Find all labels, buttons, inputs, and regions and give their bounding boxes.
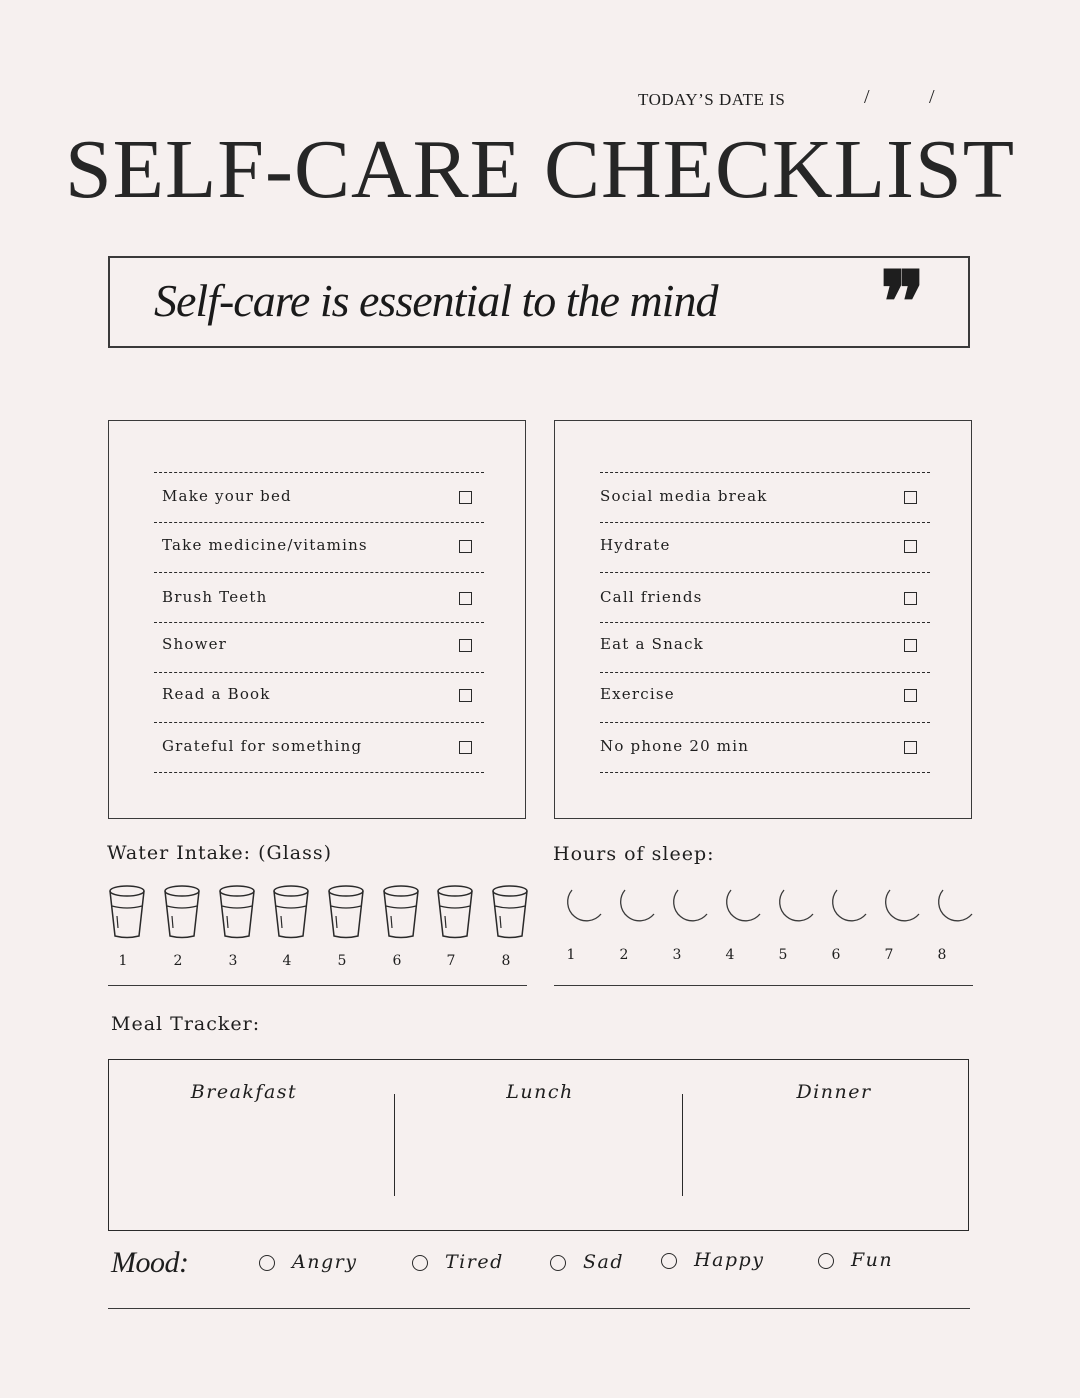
sleep-number: 6 [831, 947, 841, 963]
page-title: SELF-CARE CHECKLIST [64, 123, 1016, 216]
meal-dinner-label: Dinner [796, 1081, 872, 1103]
meal-lunch-area[interactable] [398, 1110, 680, 1226]
meal-tracker-label: Meal Tracker: [111, 1013, 261, 1035]
glass-icon[interactable] [382, 884, 420, 940]
checkbox[interactable] [904, 689, 917, 702]
glass-icon[interactable] [327, 884, 365, 940]
sleep-number: 7 [884, 947, 894, 963]
glass-icon[interactable] [163, 884, 201, 940]
moon-icon[interactable] [720, 886, 762, 928]
moon-icon[interactable] [932, 886, 974, 928]
sleep-divider [554, 985, 973, 986]
mood-option-label: Angry [292, 1251, 358, 1273]
checkbox[interactable] [904, 741, 917, 754]
checklist-item-label: Grateful for something [162, 737, 363, 755]
checkbox[interactable] [459, 639, 472, 652]
checklist-item-label: Hydrate [600, 536, 671, 554]
checklist-item-label: Take medicine/vitamins [162, 536, 368, 554]
mood-option-label: Tired [445, 1251, 504, 1273]
sleep-number: 8 [937, 947, 947, 963]
meal-dinner-area[interactable] [686, 1110, 966, 1226]
meal-column-divider [394, 1094, 395, 1196]
water-number: 6 [392, 953, 402, 969]
moon-icon[interactable] [667, 886, 709, 928]
checklist-item-label: Eat a Snack [600, 635, 704, 653]
mood-option-label: Sad [583, 1251, 625, 1273]
checkbox[interactable] [904, 639, 917, 652]
water-divider [108, 985, 527, 986]
glass-icon[interactable] [272, 884, 310, 940]
checklist-divider [600, 672, 930, 673]
checklist-item-label: Social media break [600, 487, 768, 505]
water-number: 3 [228, 953, 238, 969]
sleep-number: 5 [778, 947, 788, 963]
checklist-divider [600, 472, 930, 473]
mood-option-label: Fun [851, 1249, 894, 1271]
water-number: 8 [501, 953, 511, 969]
checkbox[interactable] [459, 741, 472, 754]
sleep-number: 3 [672, 947, 682, 963]
checkbox[interactable] [459, 689, 472, 702]
checkbox[interactable] [459, 540, 472, 553]
quote-mark-icon: ❞ [880, 257, 926, 350]
checklist-divider [154, 522, 484, 523]
checklist-divider [600, 522, 930, 523]
checklist-divider [154, 772, 484, 773]
water-intake-label: Water Intake: (Glass) [107, 842, 333, 864]
checkbox[interactable] [904, 491, 917, 504]
mood-label: Mood: [111, 1246, 189, 1279]
glass-icon[interactable] [436, 884, 474, 940]
mood-radio[interactable] [550, 1255, 566, 1271]
water-number: 7 [446, 953, 456, 969]
moon-icon[interactable] [773, 886, 815, 928]
checklist-item-label: Shower [162, 635, 228, 653]
checkbox[interactable] [904, 540, 917, 553]
checklist-divider [154, 722, 484, 723]
moon-icon[interactable] [614, 886, 656, 928]
quote-text: Self-care is essential to the mind [154, 275, 718, 326]
checklist-item-label: Call friends [600, 588, 703, 606]
checkbox[interactable] [904, 592, 917, 605]
checklist-divider [154, 472, 484, 473]
checklist-divider [600, 722, 930, 723]
meal-breakfast-label: Breakfast [190, 1081, 298, 1103]
mood-divider [108, 1308, 970, 1309]
moon-icon[interactable] [879, 886, 921, 928]
checklist-item-label: Read a Book [162, 685, 271, 703]
checklist-divider [154, 622, 484, 623]
water-number: 2 [173, 953, 183, 969]
water-number: 4 [282, 953, 292, 969]
water-number: 5 [337, 953, 347, 969]
mood-radio[interactable] [661, 1253, 677, 1269]
checklist-item-label: Make your bed [162, 487, 292, 505]
mood-radio[interactable] [412, 1255, 428, 1271]
checklist-item-label: No phone 20 min [600, 737, 750, 755]
checklist-divider [600, 772, 930, 773]
checklist-item-label: Brush Teeth [162, 588, 268, 606]
sleep-number: 1 [566, 947, 576, 963]
glass-icon[interactable] [108, 884, 146, 940]
glass-icon[interactable] [218, 884, 256, 940]
checklist-item-label: Exercise [600, 685, 675, 703]
mood-radio[interactable] [259, 1255, 275, 1271]
checklist-divider [154, 672, 484, 673]
sleep-number: 2 [619, 947, 629, 963]
date-separator: / [864, 86, 870, 108]
checklist-divider [600, 622, 930, 623]
sleep-number: 4 [725, 947, 735, 963]
checklist-divider [154, 572, 484, 573]
mood-option-label: Happy [694, 1249, 765, 1271]
date-label: TODAY’S DATE IS [638, 90, 786, 109]
date-separator: / [929, 86, 935, 108]
checkbox[interactable] [459, 592, 472, 605]
sleep-label: Hours of sleep: [553, 843, 715, 865]
meal-lunch-label: Lunch [506, 1081, 574, 1103]
moon-icon[interactable] [561, 886, 603, 928]
water-number: 1 [118, 953, 128, 969]
mood-radio[interactable] [818, 1253, 834, 1269]
checklist-divider [600, 572, 930, 573]
glass-icon[interactable] [491, 884, 529, 940]
meal-breakfast-area[interactable] [112, 1110, 392, 1226]
moon-icon[interactable] [826, 886, 868, 928]
meal-column-divider [682, 1094, 683, 1196]
checkbox[interactable] [459, 491, 472, 504]
